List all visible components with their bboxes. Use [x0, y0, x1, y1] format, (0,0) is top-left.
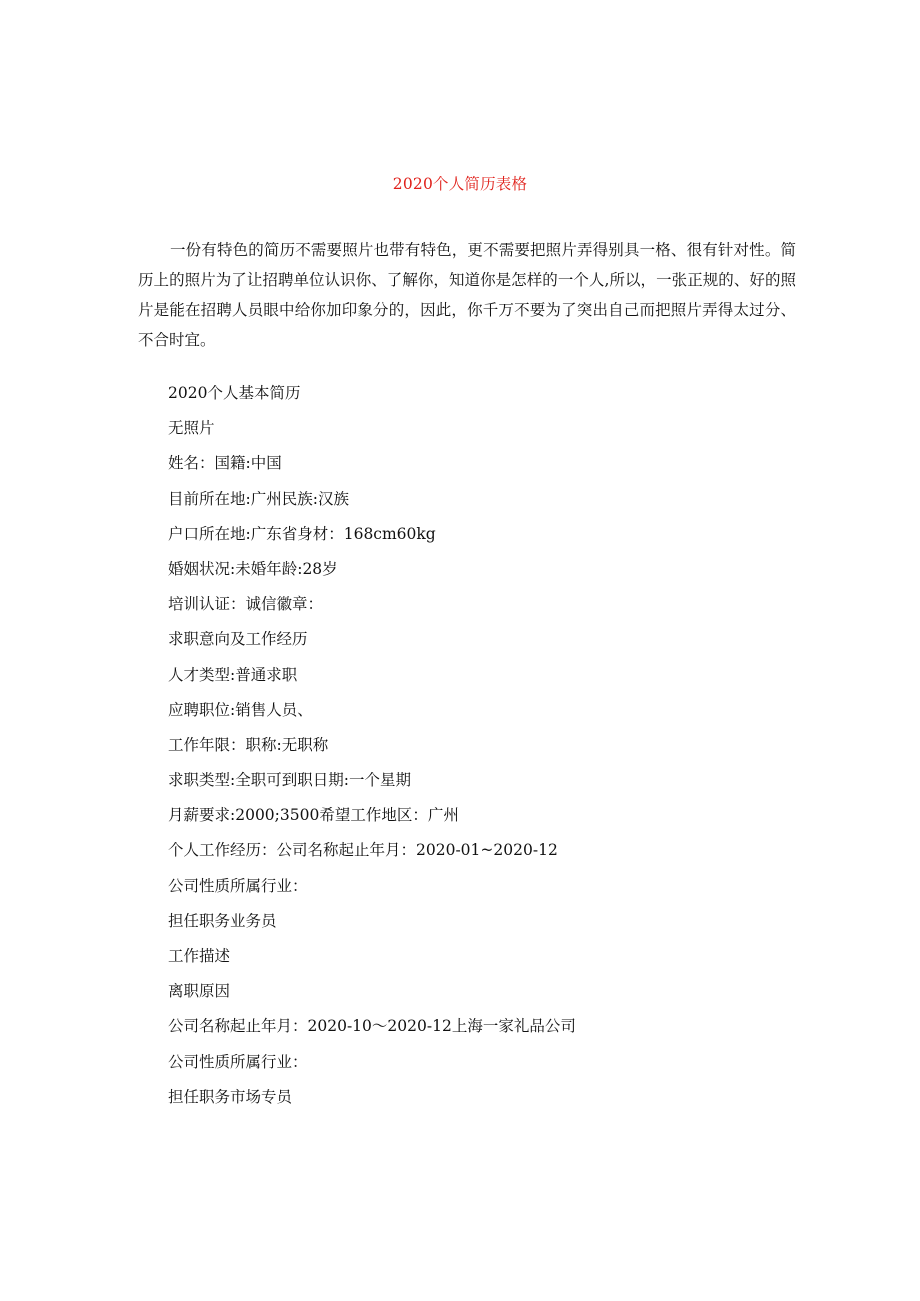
resume-line: 工作描述 — [168, 947, 231, 965]
resume-line: 姓名：国籍:中国 — [168, 454, 282, 473]
resume-line: 无照片 — [168, 419, 215, 438]
resume-line: 户口所在地:广东省身材：168cm60kg — [168, 524, 436, 543]
resume-line: 公司名称起止年月：2020-10～2020-12上海一家礼品公司 — [168, 1017, 576, 1036]
resume-line: 公司性质所属行业： — [168, 876, 308, 895]
resume-line: 目前所在地:广州民族:汉族 — [168, 489, 349, 508]
resume-line: 应聘职位:销售人员、 — [168, 700, 313, 719]
resume-line: 2020个人基本简历 — [168, 384, 301, 402]
resume-line: 培训认证：诚信徽章： — [168, 595, 324, 614]
resume-lines — [168, 378, 808, 1117]
resume-line: 担任职务市场专员 — [168, 1087, 293, 1106]
resume-line: 公司性质所属行业： — [168, 1052, 308, 1071]
resume-line: 婚姻状况:未婚年龄:28岁 — [168, 559, 338, 578]
resume-line: 个人工作经历：公司名称起止年月：2020-01~2020-12 — [168, 841, 558, 860]
resume-line: 工作年限：职称:无职称 — [168, 735, 329, 754]
resume-line: 离职原因 — [168, 982, 231, 1001]
resume-line: 求职意向及工作经历 — [168, 630, 308, 649]
resume-line: 人才类型:普通求职 — [168, 665, 298, 684]
resume-line: 担任职务业务员 — [168, 911, 277, 930]
intro-paragraph: 一份有特色的简历不需要照片也带有特色，更不需要把照片弄得别具一格、很有针对性。简历上的照片为了让招聘单位认识你、了解你，知道你是怎样的一个人,所以，一张正规的、好的照片是能在招聘人员眼中给你加印象分的，因此，你千万不要为了突出自己而把照片弄得太过分、不合时宜。 — [138, 241, 796, 349]
document-title: 2020个人简历表格 — [392, 175, 528, 193]
resume-line: 求职类型:全职可到职日期:一个星期 — [168, 771, 411, 790]
resume-line: 月薪要求:2000;3500希望工作地区：广州 — [168, 806, 459, 825]
